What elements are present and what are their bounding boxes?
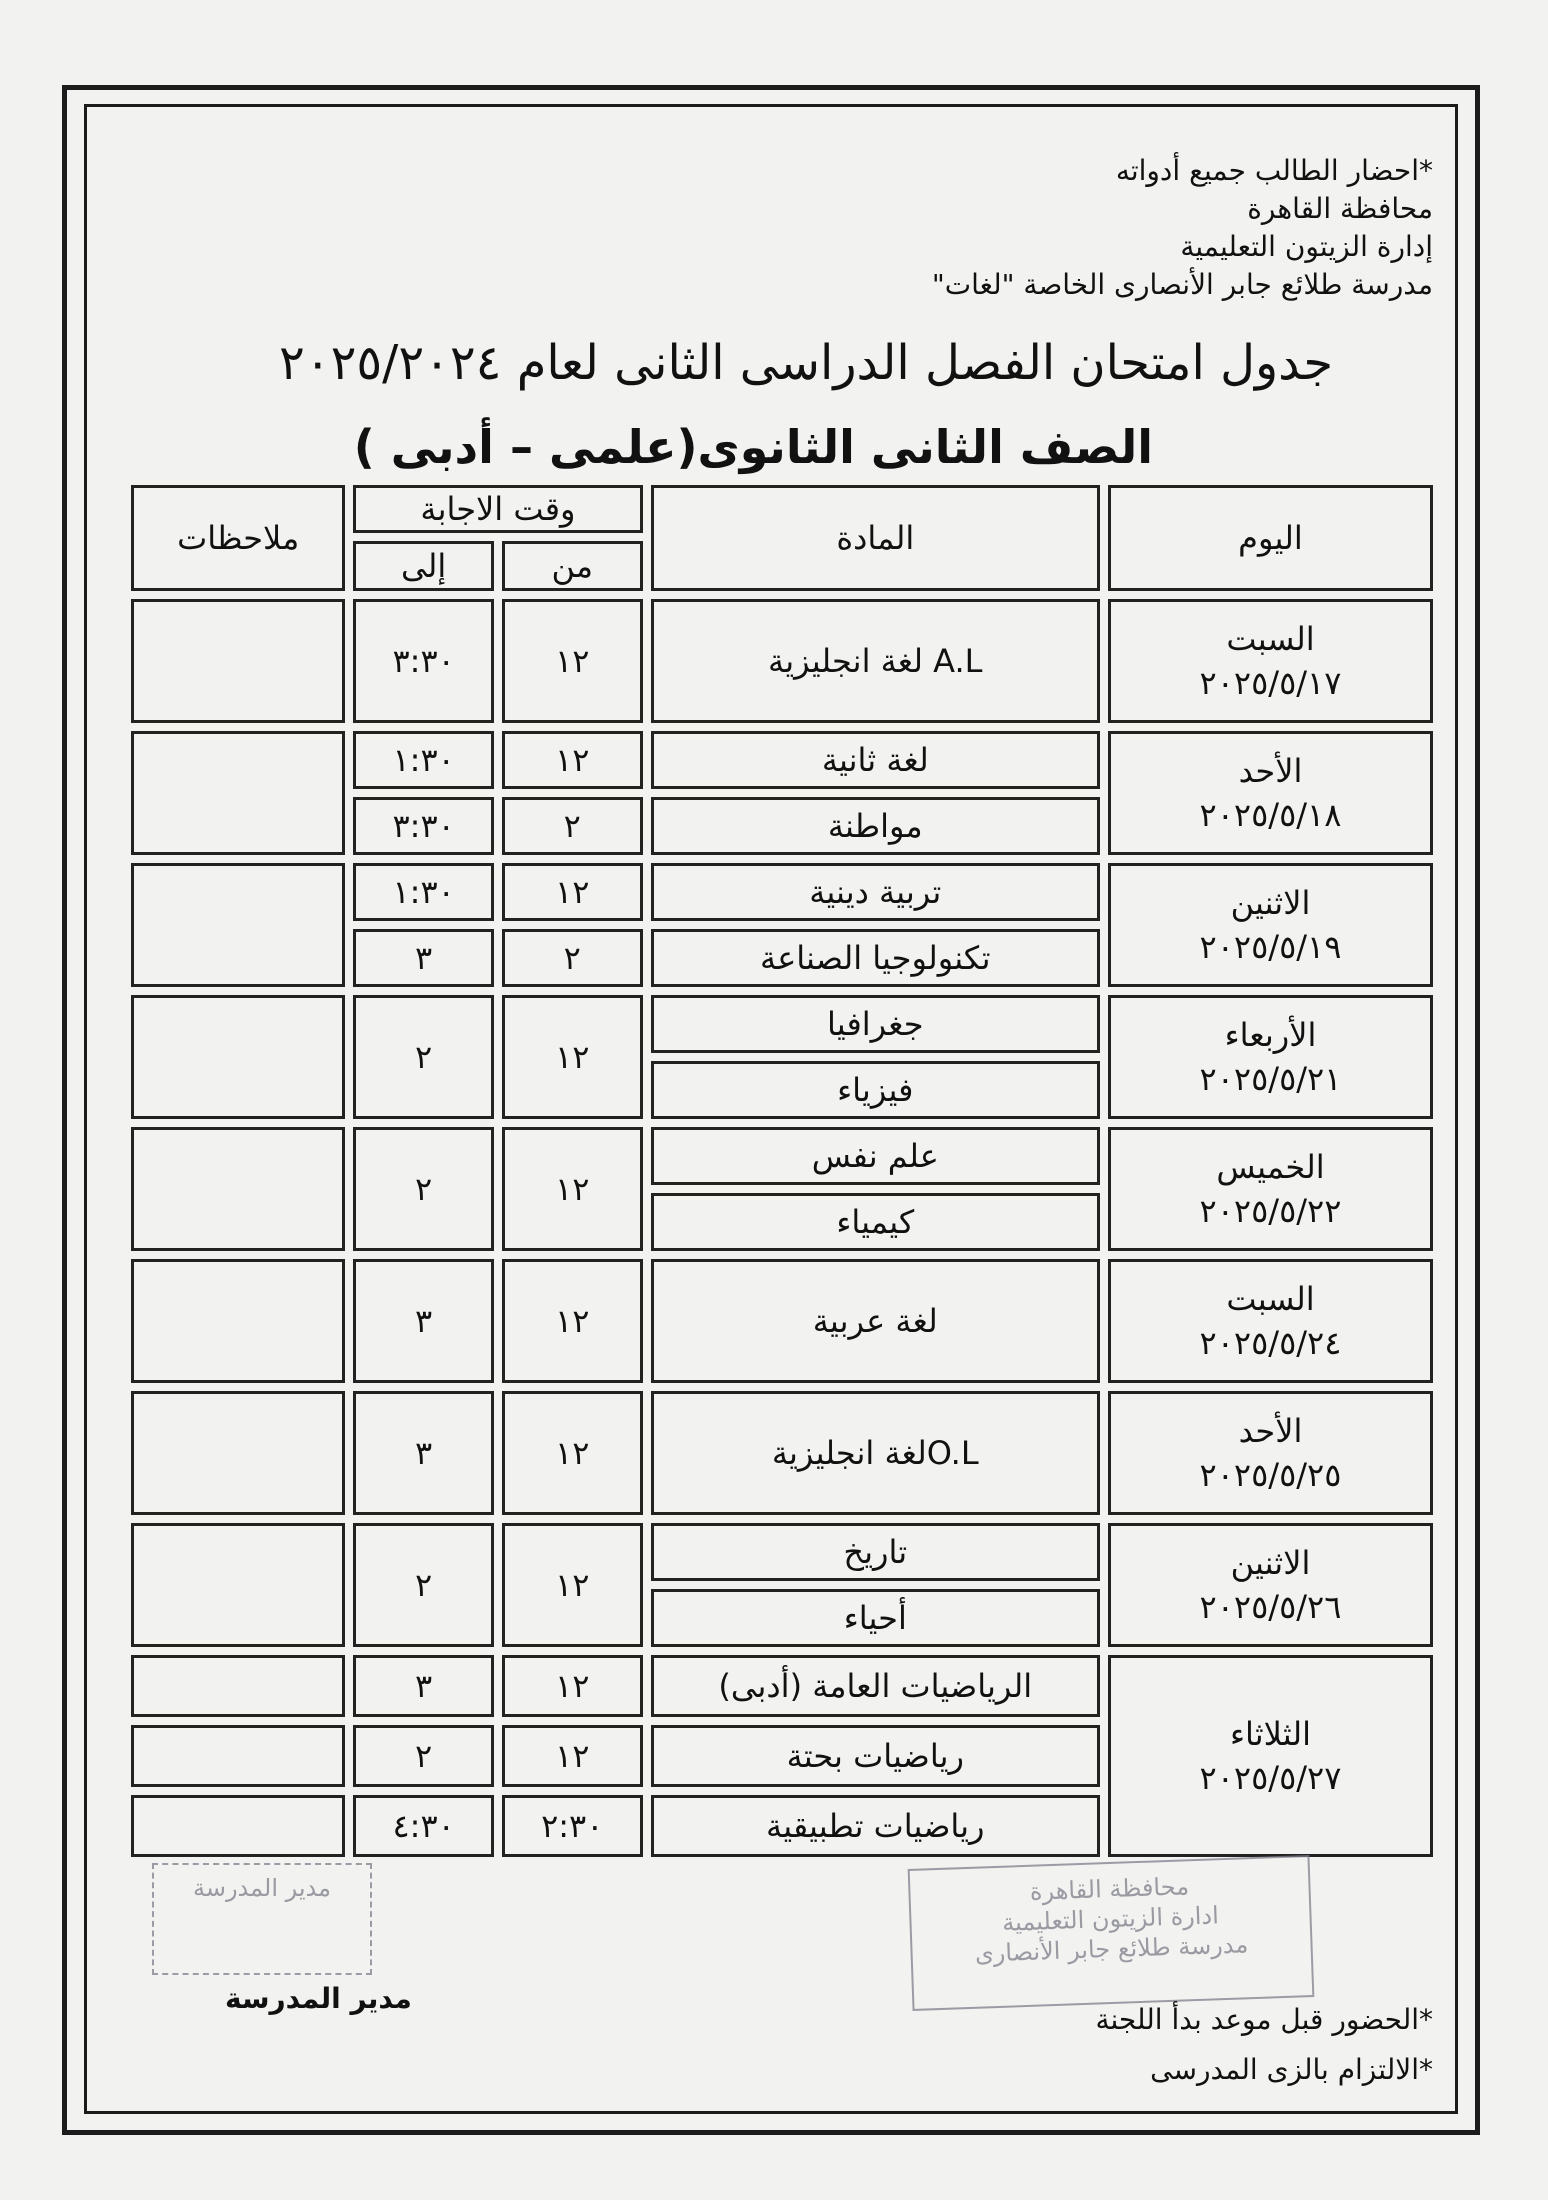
day-name: الأحد bbox=[1238, 752, 1303, 790]
day-date: ٢٠٢٥/٥/١٨ bbox=[1199, 796, 1342, 834]
stamp-line: مدير المدرسة bbox=[192, 1874, 332, 1902]
day-name: الاثنين bbox=[1230, 1544, 1311, 1582]
day-cell bbox=[1108, 995, 1433, 1119]
table-row bbox=[131, 863, 1433, 921]
footer-notes bbox=[1095, 1995, 1433, 2095]
principal-stamp bbox=[152, 1863, 372, 1975]
time-from: ١٢ bbox=[502, 1259, 643, 1383]
time-to: ٢ bbox=[353, 1523, 494, 1647]
time-from: ١٢ bbox=[502, 599, 643, 723]
time-to: ٣ bbox=[353, 1259, 494, 1383]
table-row bbox=[131, 1655, 1433, 1717]
day-name: الثلاثاء bbox=[1229, 1715, 1312, 1753]
time-to: ١:٣٠ bbox=[353, 731, 494, 789]
header-block bbox=[932, 152, 1433, 304]
day-date: ٢٠٢٥/٥/٢١ bbox=[1199, 1060, 1342, 1098]
stamp-line: مدرسة طلائع جابر الأنصارى bbox=[974, 1930, 1249, 1968]
instruction-tools: *احضار الطالب جميع أدواته bbox=[1115, 154, 1433, 187]
notes-cell bbox=[131, 995, 345, 1119]
subject-cell: لغة انجليزيةO.L bbox=[651, 1391, 1100, 1515]
time-from: ١٢ bbox=[502, 1391, 643, 1515]
time-to: ٣:٣٠ bbox=[353, 797, 494, 855]
time-from: ٢:٣٠ bbox=[502, 1795, 643, 1857]
header-day: اليوم bbox=[1108, 485, 1433, 591]
table-row bbox=[131, 599, 1433, 723]
principal-signature-label: مدير المدرسة bbox=[225, 1982, 412, 2015]
day-cell bbox=[1108, 599, 1433, 723]
stamp-line: محافظة القاهرة bbox=[1029, 1872, 1190, 1906]
school-stamp bbox=[908, 1855, 1315, 2011]
time-to: ٣ bbox=[353, 929, 494, 987]
time-from: ١٢ bbox=[502, 863, 643, 921]
notes-cell bbox=[131, 731, 345, 855]
time-to: ٤:٣٠ bbox=[353, 1795, 494, 1857]
subject-cell: لغة ثانية bbox=[651, 731, 1100, 789]
table-row bbox=[131, 1523, 1433, 1581]
table-row bbox=[131, 995, 1433, 1053]
subject-cell: جغرافيا bbox=[651, 995, 1100, 1053]
notes-cell bbox=[131, 863, 345, 987]
header-subject: المادة bbox=[651, 485, 1100, 591]
subject-cell: الرياضيات العامة (أدبى) bbox=[651, 1655, 1100, 1717]
table-row bbox=[131, 1127, 1433, 1185]
day-date: ٢٠٢٥/٥/٢٥ bbox=[1199, 1456, 1342, 1494]
notes-cell bbox=[131, 1655, 345, 1717]
header-from: من bbox=[502, 541, 643, 591]
time-from: ١٢ bbox=[502, 731, 643, 789]
governorate: محافظة القاهرة bbox=[1247, 192, 1433, 225]
subject-cell: تكنولوجيا الصناعة bbox=[651, 929, 1100, 987]
time-from: ١٢ bbox=[502, 1127, 643, 1251]
notes-cell bbox=[131, 599, 345, 723]
time-to: ٢ bbox=[353, 1127, 494, 1251]
time-from: ١٢ bbox=[502, 1725, 643, 1787]
administration: إدارة الزيتون التعليمية bbox=[1180, 230, 1433, 263]
time-from: ٢ bbox=[502, 797, 643, 855]
day-name: السبت bbox=[1226, 620, 1315, 658]
day-date: ٢٠٢٥/٥/٢٦ bbox=[1199, 1588, 1342, 1626]
subject-cell: كيمياء bbox=[651, 1193, 1100, 1251]
stamp-line: ادارة الزيتون التعليمية bbox=[1001, 1901, 1220, 1937]
subject-cell: علم نفس bbox=[651, 1127, 1100, 1185]
notes-cell bbox=[131, 1725, 345, 1787]
notes-cell bbox=[131, 1127, 345, 1251]
subject-cell: فيزياء bbox=[651, 1061, 1100, 1119]
day-date: ٢٠٢٥/٥/١٩ bbox=[1199, 928, 1342, 966]
note-attendance: *الحضور قبل موعد بدأ اللجنة bbox=[1095, 2003, 1433, 2036]
table-row bbox=[131, 731, 1433, 789]
day-name: الأربعاء bbox=[1224, 1016, 1317, 1054]
notes-cell bbox=[131, 1795, 345, 1857]
time-to: ٣ bbox=[353, 1655, 494, 1717]
page-title: جدول امتحان الفصل الدراسى الثانى لعام ٢٠٢٥/٢٠٢٤ bbox=[279, 335, 1333, 391]
day-cell bbox=[1108, 1259, 1433, 1383]
header-notes: ملاحظات bbox=[131, 485, 345, 591]
day-cell bbox=[1108, 1391, 1433, 1515]
exam-schedule-table bbox=[123, 477, 1441, 1865]
time-to: ١:٣٠ bbox=[353, 863, 494, 921]
time-to: ٢ bbox=[353, 1725, 494, 1787]
subject-cell: تربية دينية bbox=[651, 863, 1100, 921]
notes-cell bbox=[131, 1391, 345, 1515]
day-name: الاثنين bbox=[1230, 884, 1311, 922]
table-row bbox=[131, 1391, 1433, 1515]
subject-cell: رياضيات بحتة bbox=[651, 1725, 1100, 1787]
day-cell bbox=[1108, 731, 1433, 855]
page-subtitle: الصف الثانى الثانوى(علمى – أدبى ) bbox=[353, 420, 1153, 474]
day-date: ٢٠٢٥/٥/٢٤ bbox=[1199, 1324, 1342, 1362]
note-uniform: *الالتزام بالزى المدرسى bbox=[1150, 2053, 1433, 2086]
time-from: ١٢ bbox=[502, 995, 643, 1119]
notes-cell bbox=[131, 1523, 345, 1647]
day-cell bbox=[1108, 1523, 1433, 1647]
notes-cell bbox=[131, 1259, 345, 1383]
day-cell bbox=[1108, 1127, 1433, 1251]
table-row bbox=[131, 1259, 1433, 1383]
day-cell bbox=[1108, 863, 1433, 987]
time-to: ٣:٣٠ bbox=[353, 599, 494, 723]
day-cell bbox=[1108, 1655, 1433, 1857]
time-to: ٣ bbox=[353, 1391, 494, 1515]
day-date: ٢٠٢٥/٥/٢٢ bbox=[1199, 1192, 1342, 1230]
subject-cell: لغة عربية bbox=[651, 1259, 1100, 1383]
day-date: ٢٠٢٥/٥/١٧ bbox=[1199, 664, 1342, 702]
subject-cell: مواطنة bbox=[651, 797, 1100, 855]
day-name: الخميس bbox=[1216, 1148, 1325, 1186]
subject-cell: رياضيات تطبيقية bbox=[651, 1795, 1100, 1857]
subject-cell: أحياء bbox=[651, 1589, 1100, 1647]
day-date: ٢٠٢٥/٥/٢٧ bbox=[1199, 1759, 1342, 1797]
subject-cell: تاريخ bbox=[651, 1523, 1100, 1581]
school-name: مدرسة طلائع جابر الأنصارى الخاصة "لغات" bbox=[931, 268, 1433, 301]
time-from: ١٢ bbox=[502, 1655, 643, 1717]
time-to: ٢ bbox=[353, 995, 494, 1119]
subject-cell: لغة انجليزية A.L bbox=[651, 599, 1100, 723]
day-name: السبت bbox=[1226, 1280, 1315, 1318]
day-name: الأحد bbox=[1238, 1412, 1303, 1450]
time-from: ١٢ bbox=[502, 1523, 643, 1647]
header-to: إلى bbox=[353, 541, 494, 591]
header-answer-time: وقت الاجابة bbox=[353, 485, 642, 533]
time-from: ٢ bbox=[502, 929, 643, 987]
